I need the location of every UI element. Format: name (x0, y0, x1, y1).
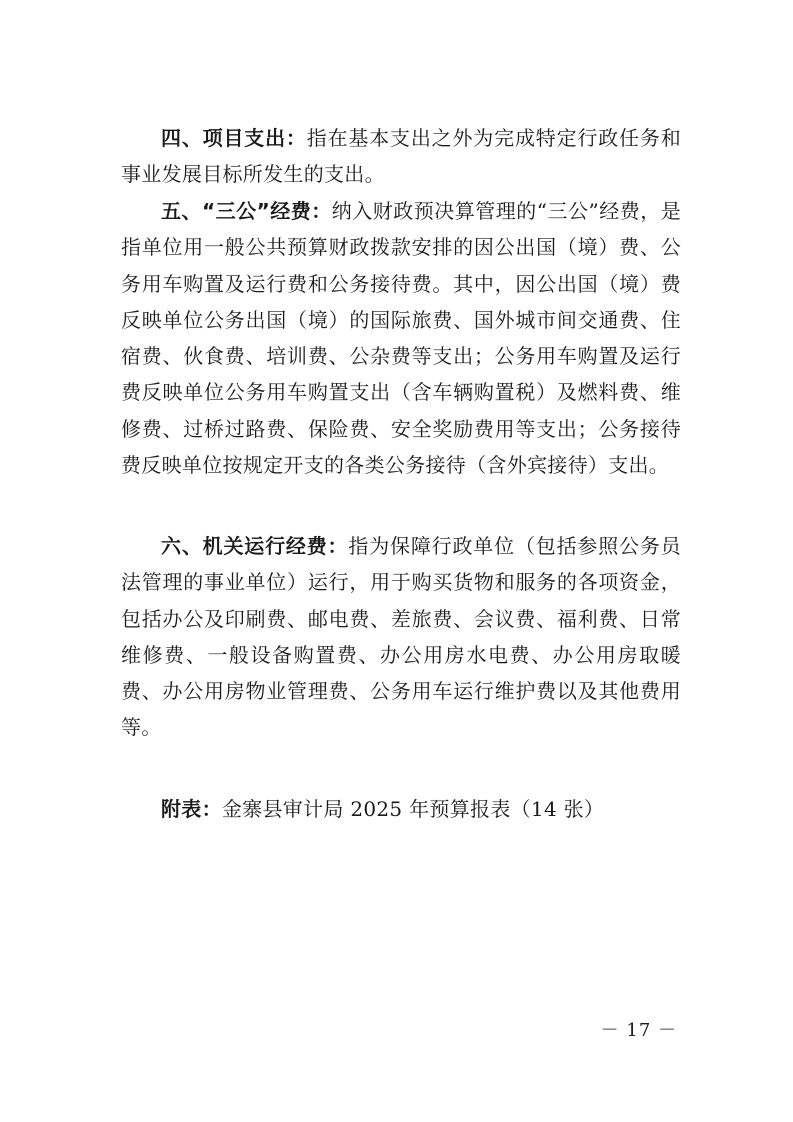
section-three-public-expenses (121, 193, 681, 483)
section-heading: 四、项目支出： (161, 126, 307, 150)
section-body: 指为保障行政单位（包括参照公务员法管理的事业单位）运行，用于购买货物和服务的各项资金，包括办公及印刷费、邮电费、差旅费、会议费、福利费、日常维修费、一般设备购置费、办公用房水电费、办公用房取暖费、办公用房物业管理费、公务用车运行维护费以及其他费用等。 (121, 534, 681, 740)
page-number: － 17 － (600, 1020, 677, 1041)
section-operating-expenses (121, 528, 681, 746)
section-heading: 六、机关运行经费： (161, 534, 349, 558)
section-project-expenditure (121, 120, 681, 193)
section-body: 纳入财政预决算管理的“三公”经费，是指单位用一般公共预算财政拨款安排的因公出国（境）费、公务用车购置及运行费和公务接待费。其中，因公出国（境）费反映单位公务出国（境）的国际旅费、国外城市间交通费、住宿费、伙食费、培训费、公杂费等支出；公务用车购置及运行费反映单位公务用车购置支出（含车辆购置税）及燃料费、维修费、过桥过路费、保险费、安全奖励费用等支出；公务接待费反映单位按规定开支的各类公务接待（含外宾接待）支出。 (121, 199, 681, 478)
section-heading: 五、“三公”经费： (161, 199, 332, 223)
attachment-text: 金寨县审计局 2025 年预算报表（14 张） (221, 797, 605, 821)
section-body: 指在基本支出之外为完成特定行政任务和事业发展目标所发生的支出。 (121, 126, 681, 187)
attachment-label: 附表： (161, 797, 222, 821)
attachment-note (121, 791, 681, 827)
